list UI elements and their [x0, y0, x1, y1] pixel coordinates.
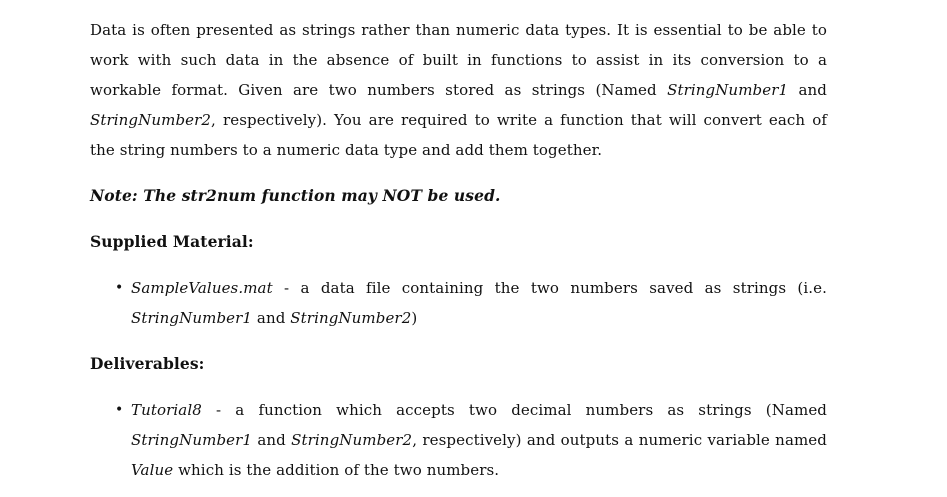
- var-stringnumber2: StringNumber2: [290, 309, 412, 327]
- intro-text: and: [788, 81, 828, 99]
- note-text: Note: The str2num function may NOT be used.: [90, 186, 501, 205]
- var-stringnumber1: StringNumber1: [131, 431, 253, 449]
- var-stringnumber2: StringNumber2: [90, 111, 212, 129]
- var-stringnumber1: StringNumber1: [131, 309, 253, 327]
- item-text: ): [411, 309, 418, 327]
- intro-paragraph: [90, 15, 827, 165]
- item-text: , respectively) and outputs a numeric variable named: [412, 431, 827, 449]
- intro-text: Data is often presented as strings rather than numeric data types. It is essential to be able to work with such data in the absence of built in functions to assist in its conversion to a workable format. Given are two numbers stored as strings (Named: [90, 21, 827, 99]
- deliverables-heading: Deliverables:: [90, 354, 205, 373]
- var-stringnumber2: StringNumber2: [291, 431, 413, 449]
- list-item: [90, 273, 827, 333]
- intro-text: , respectively). You are required to write a function that will convert each of the string numbers to a numeric data type and add them together.: [90, 111, 827, 159]
- function-name-tutorial8: Tutorial8: [131, 401, 202, 419]
- deliverables-list: [90, 395, 827, 485]
- bullet-icon: •: [115, 402, 124, 418]
- item-text: which is the addition of the two numbers.: [173, 461, 500, 479]
- filename-samplevalues: SampleValues.mat: [131, 279, 273, 297]
- var-value: Value: [131, 461, 174, 479]
- supplied-material-list: [90, 273, 827, 333]
- item-text: - a function which accepts two decimal numbers as strings (Named: [201, 401, 827, 419]
- var-stringnumber1: StringNumber1: [667, 81, 789, 99]
- supplied-material-heading: Supplied Material:: [90, 232, 254, 251]
- item-text: - a data file containing the two numbers saved as strings (i.e.: [272, 279, 827, 297]
- bullet-icon: •: [115, 280, 124, 296]
- document-body: [90, 15, 827, 485]
- item-text: and: [252, 309, 291, 327]
- item-text: and: [252, 431, 292, 449]
- list-item: [90, 395, 827, 485]
